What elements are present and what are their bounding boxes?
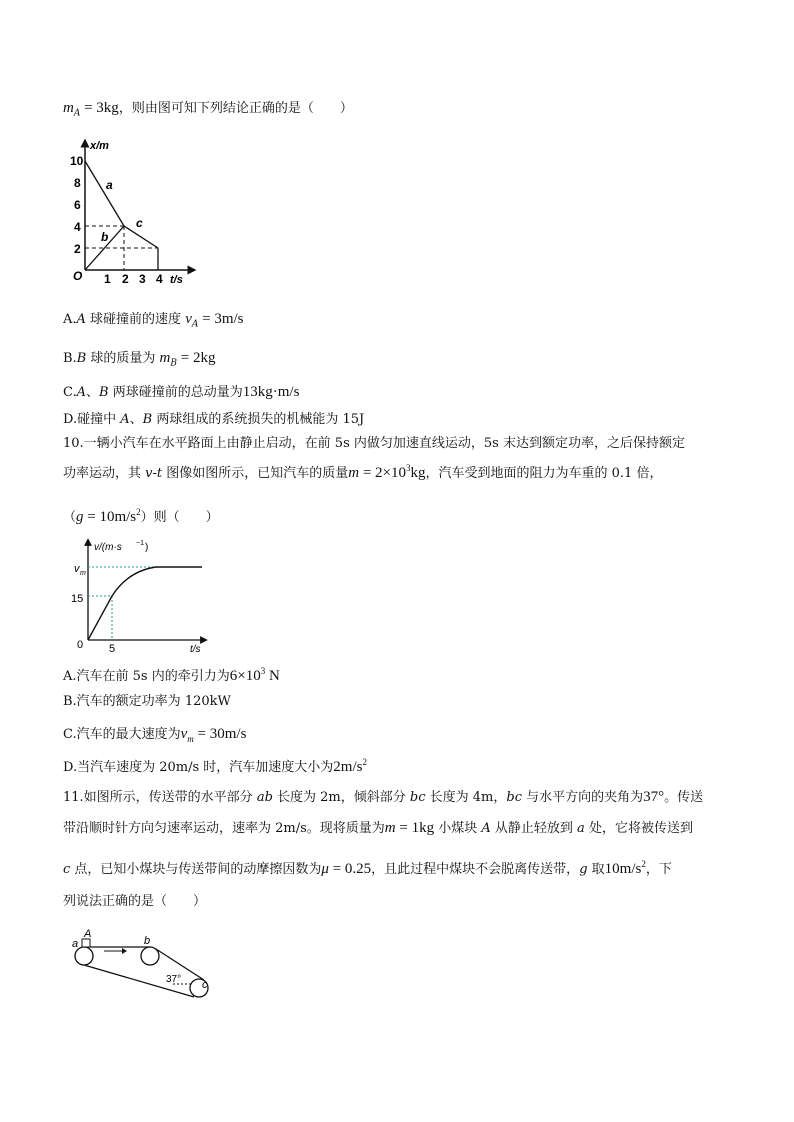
q10-option-b: B.汽车的额定功率为 120kW bbox=[63, 694, 231, 709]
q10-origin: 0 bbox=[77, 639, 84, 651]
svg-text:): ) bbox=[145, 542, 149, 553]
q11-line1: 11.如图所示，传送带的水平部分 ab 长度为 2m，倾斜部分 bc 长度为 4m，bc 与水平方向的夹角为37°。传送 bbox=[63, 789, 704, 805]
q11-line2: 带沿顺时针方向匀速率运动，速率为 2m/s。现将质量为m = 1kg 小煤块 A 从静止轻放到 a 处，它将被传送到 bbox=[63, 820, 693, 836]
svg-text:m: m bbox=[80, 570, 86, 577]
q9-label-a: a bbox=[106, 178, 113, 192]
q10-xaxis-label: t/s bbox=[190, 644, 201, 655]
q9-option-c: C.A、B 两球碰撞前的总动量为13kg·m/s bbox=[63, 384, 300, 400]
q9-ytick: 8 bbox=[74, 176, 81, 190]
q11-line4: 列说法正确的是（ ） bbox=[63, 894, 207, 909]
q10-vt-graph bbox=[68, 536, 218, 656]
q10-vm-label: v bbox=[74, 563, 80, 575]
q9-xtick: 1 bbox=[104, 272, 111, 285]
q9-option-d: D.碰撞中 A、B 两球组成的系统损失的机械能为 15J bbox=[63, 412, 365, 427]
q9-xtick: 3 bbox=[139, 272, 146, 285]
q11-label-c: c bbox=[202, 979, 208, 991]
svg-text:−1: −1 bbox=[136, 540, 144, 547]
q9-origin: O bbox=[73, 269, 83, 283]
q9-ytick: 2 bbox=[74, 242, 81, 256]
q9-ytick: 4 bbox=[74, 220, 81, 234]
q9-label-b: b bbox=[101, 230, 109, 244]
q11-conveyor-figure bbox=[70, 926, 220, 1006]
q11-label-a: a bbox=[72, 938, 79, 950]
q10-xtick-5: 5 bbox=[109, 643, 116, 655]
q10-option-a: A.汽车在前 5s 内的牵引力为$6\times 10^3$ N bbox=[63, 666, 280, 684]
q9-intro: $m_A = 3kg$，则由图可知下列结论正确的是（ ） bbox=[63, 100, 353, 119]
q11-label-b: b bbox=[144, 935, 151, 947]
q9-option-a: A.A 球碰撞前的速度 $v_A = 3m/s$ bbox=[63, 311, 244, 330]
q11-line3: c 点，已知小煤块与传送带间的动摩擦因数为μ = 0.25，且此过程中煤块不会脱离传送带，g 取$10m/s^2$，下 bbox=[63, 859, 672, 877]
q10-line3: $(g = 10m/s^2)$则（ ） bbox=[63, 507, 219, 525]
q9-label-c: c bbox=[136, 216, 143, 230]
q9-xtick: 4 bbox=[156, 272, 163, 285]
q9-xtick: 2 bbox=[122, 272, 129, 285]
q9-ytick: 6 bbox=[74, 198, 81, 212]
q10-line1: 10.一辆小汽车在水平路面上由静止启动，在前 5s 内做匀加速直线运动，5s 末达到额定功率，之后保持额定 bbox=[63, 436, 685, 451]
q10-yaxis-label: v/(m·s bbox=[94, 542, 122, 553]
q9-ytick: 10 bbox=[70, 154, 84, 168]
q10-option-c: C.汽车的最大速度为$v_m = 30m/s$ bbox=[63, 726, 247, 744]
q9-xt-graph bbox=[60, 135, 200, 285]
q10-option-d: D.当汽车速度为 20m/s 时，汽车加速度大小为$2m/s^2$ bbox=[63, 757, 367, 775]
q11-label-A: A bbox=[84, 928, 92, 940]
q11-angle-label: 37° bbox=[166, 974, 182, 985]
q10-line2: 功率运动，其 v-t 图像如图所示，已知汽车的质量$m = 2\times 10^3kg$，汽车受到地面的阻力为车重的 0.1 倍， bbox=[63, 463, 663, 481]
q9-yaxis-label: x/m bbox=[90, 140, 109, 152]
q10-ytick-15: 15 bbox=[71, 593, 84, 605]
q9-option-b: B.B 球的质量为 $m_B = 2kg$ bbox=[63, 350, 216, 369]
q9-xaxis-label: t/s bbox=[170, 274, 183, 285]
